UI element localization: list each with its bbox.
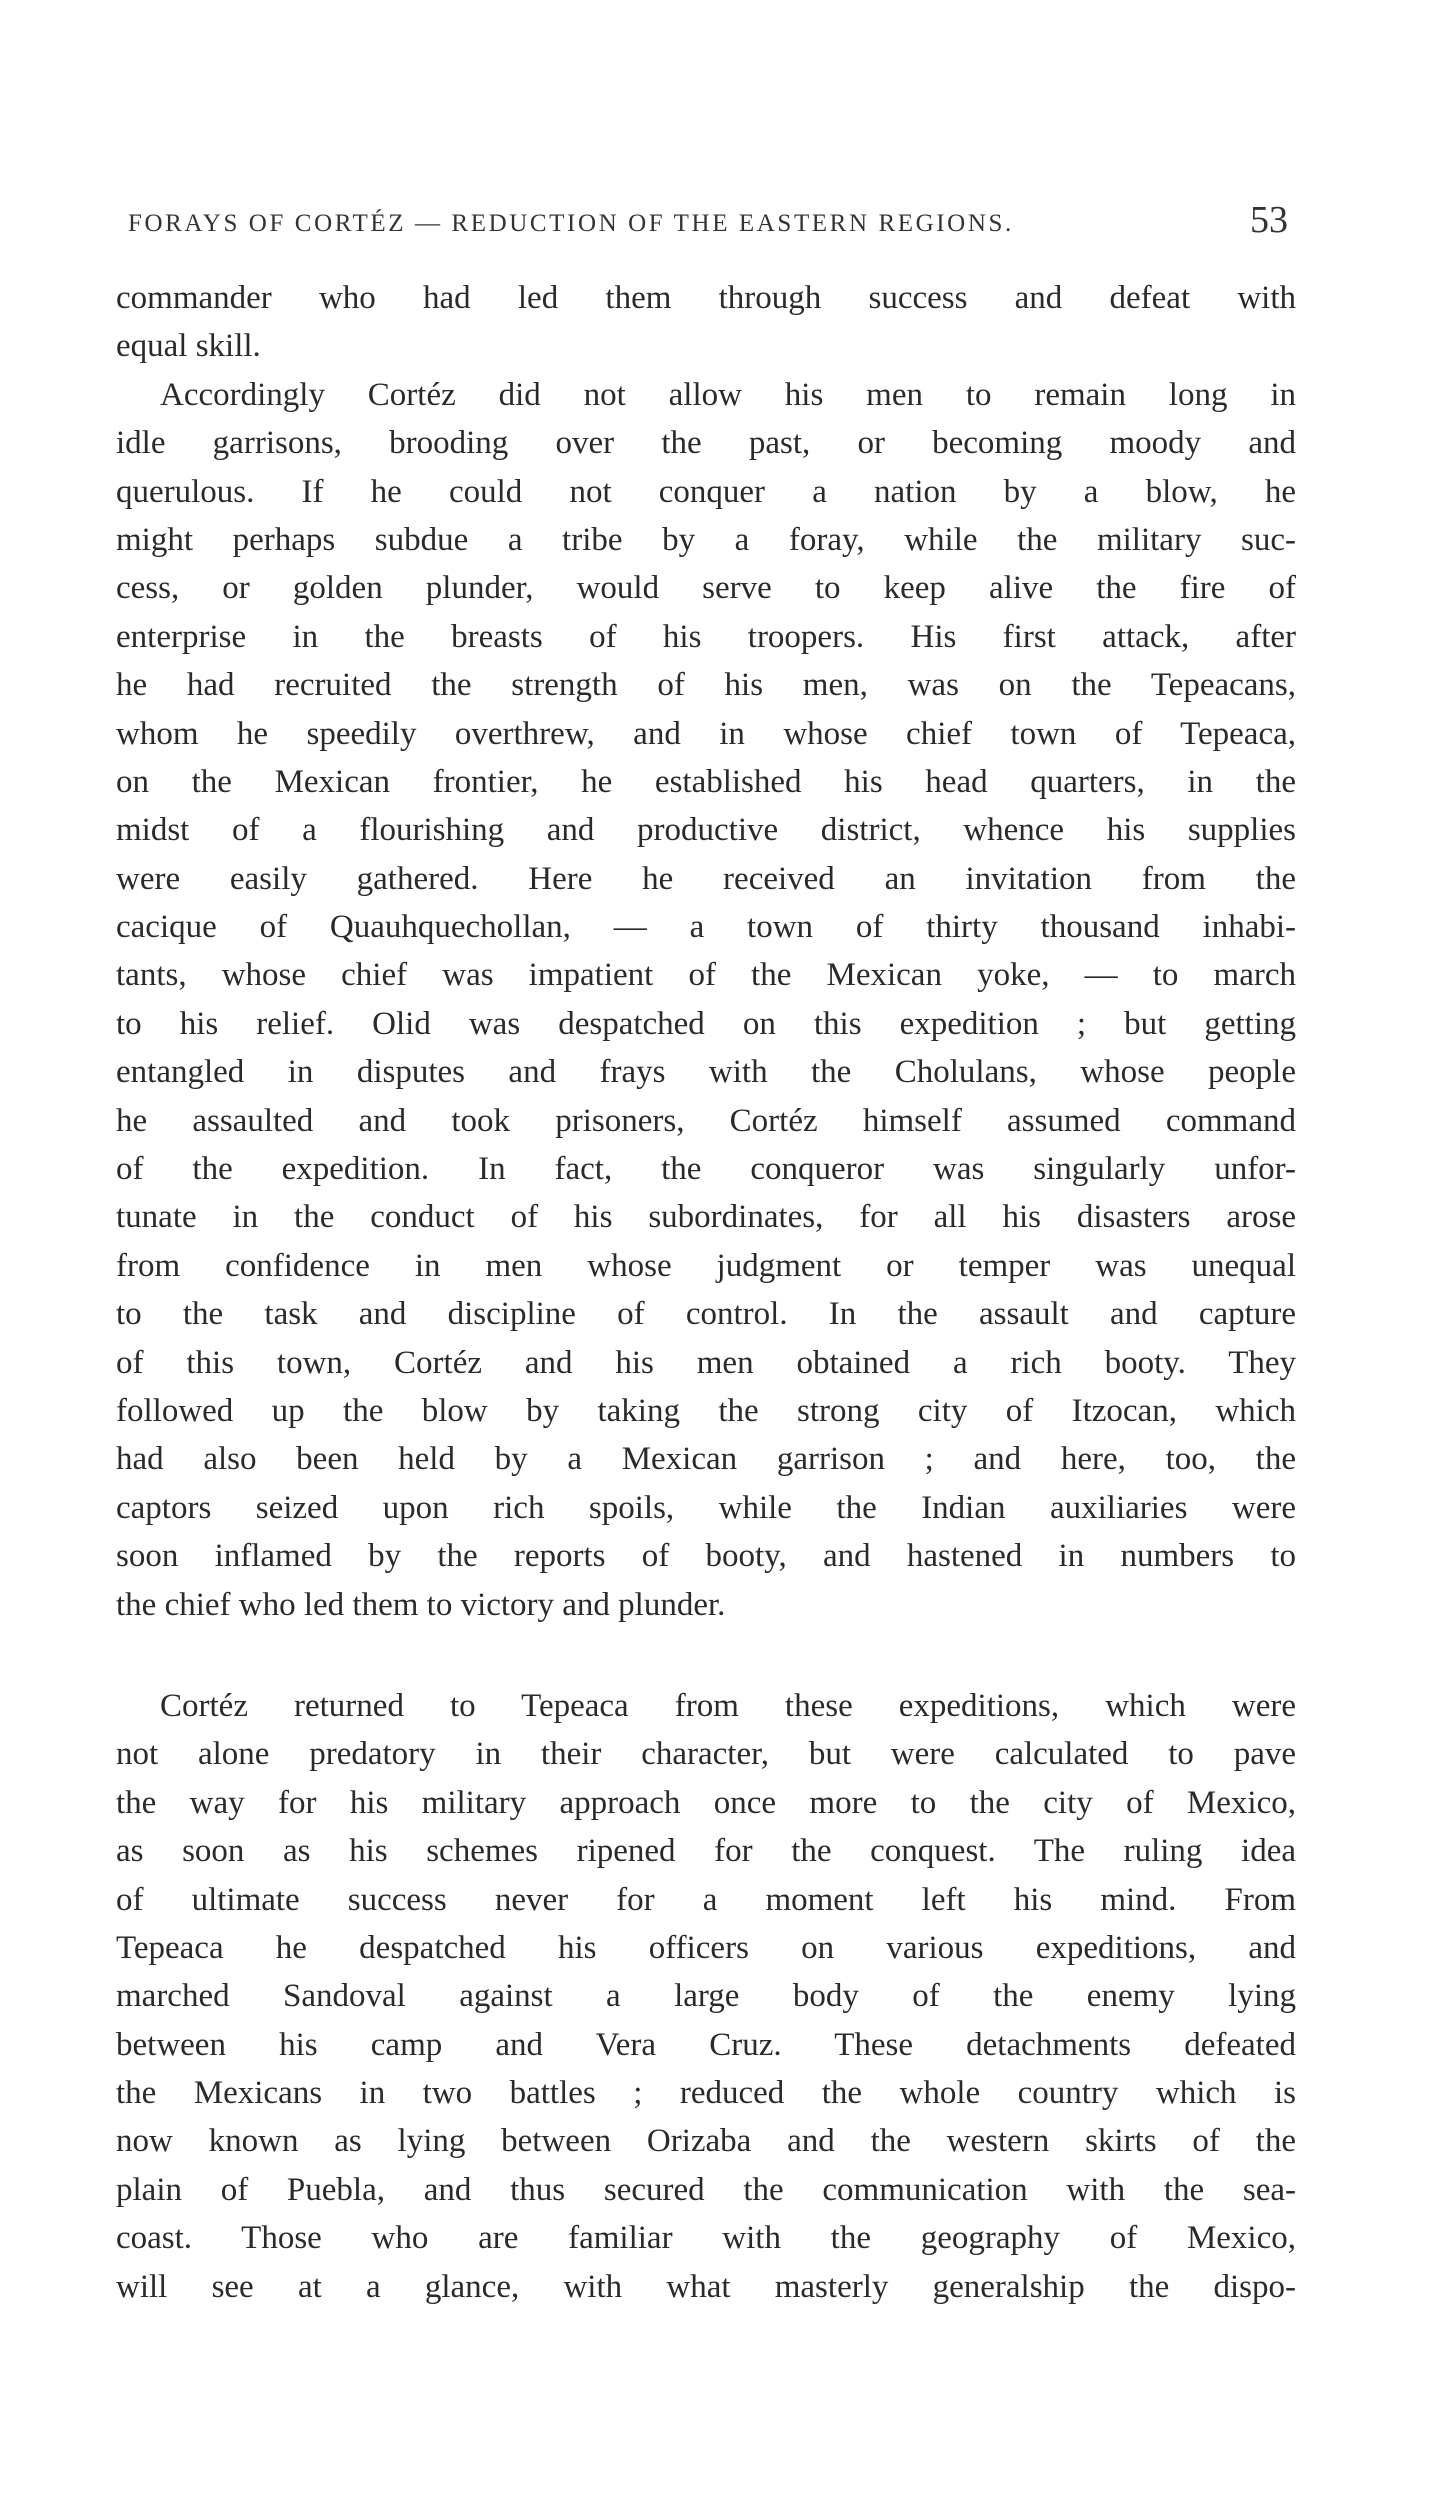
page-number: 53: [1250, 199, 1288, 241]
text-line: of this town, Cortéz and his men obtained a rich booty. They: [116, 1344, 1296, 1381]
text-line: of ultimate success never for a moment left his mind. From: [116, 1881, 1296, 1918]
text-line: coast. Those who are familiar with the geography of Mexico,: [116, 2220, 1296, 2257]
text-line: will see at a glance, with what masterly generalship the dispo-: [116, 2268, 1296, 2305]
text-line: as soon as his schemes ripened for the conquest. The ruling idea: [116, 1833, 1296, 1870]
text-line: of the expedition. In fact, the conqueror was singularly unfor-: [116, 1151, 1296, 1188]
text-line: tunate in the conduct of his subordinates, for all his disasters arose: [116, 1199, 1296, 1236]
text-line: between his camp and Vera Cruz. These detachments defeated: [116, 2026, 1296, 2063]
text-line: the chief who led them to victory and plunder.: [116, 1586, 726, 1623]
text-line: querulous. If he could not conquer a nation by a blow, he: [116, 473, 1296, 510]
text-line: cacique of Quauhquechollan, — a town of thirty thousand inhabi-: [116, 909, 1296, 946]
text-line: cess, or golden plunder, would serve to keep alive the fire of: [116, 570, 1296, 607]
text-line: were easily gathered. Here he received an invitation from the: [116, 860, 1296, 897]
text-line: Accordingly Cortéz did not allow his men to remain long in: [160, 376, 1296, 413]
text-line: not alone predatory in their character, but were calculated to pave: [116, 1736, 1296, 1773]
text-line: Cortéz returned to Tepeaca from these expeditions, which were: [160, 1687, 1296, 1724]
text-line: equal skill.: [116, 328, 261, 365]
running-title: FORAYS OF CORTÉZ — REDUCTION OF THE EASTERN REGIONS.: [128, 210, 1014, 237]
text-line: had also been held by a Mexican garrison ; and here, too, the: [116, 1441, 1296, 1478]
text-line: enterprise in the breasts of his troopers. His first attack, after: [116, 618, 1296, 655]
paragraph-gap: [116, 1629, 1296, 1682]
text-line: might perhaps subdue a tribe by a foray, while the military suc-: [116, 521, 1296, 558]
body-text: [116, 274, 1296, 2311]
text-line: marched Sandoval against a large body of the enemy lying: [116, 1978, 1296, 2015]
text-line: captors seized upon rich spoils, while the Indian auxiliaries were: [116, 1489, 1296, 1526]
text-line: the Mexicans in two battles ; reduced the whole country which is: [116, 2075, 1296, 2112]
text-line: commander who had led them through success and defeat with: [116, 280, 1296, 316]
text-line: followed up the blow by taking the strong city of Itzocan, which: [116, 1392, 1296, 1429]
text-line: to the task and discipline of control. In the assault and capture: [116, 1296, 1296, 1333]
text-line: entangled in disputes and frays with the Cholulans, whose people: [116, 1054, 1296, 1091]
text-line: soon inflamed by the reports of booty, and hastened in numbers to: [116, 1538, 1296, 1575]
text-line: tants, whose chief was impatient of the Mexican yoke, — to march: [116, 957, 1296, 994]
text-line: on the Mexican frontier, he established his head quarters, in the: [116, 763, 1296, 800]
text-line: midst of a flourishing and productive district, whence his supplies: [116, 812, 1296, 849]
text-line: now known as lying between Orizaba and the western skirts of the: [116, 2123, 1296, 2160]
text-line: plain of Puebla, and thus secured the communication with the sea-: [116, 2171, 1296, 2208]
text-line: he had recruited the strength of his men, was on the Tepeacans,: [116, 667, 1296, 704]
text-line: he assaulted and took prisoners, Cortéz himself assumed command: [116, 1102, 1296, 1139]
text-line: Tepeaca he despatched his officers on various expeditions, and: [116, 1929, 1296, 1966]
text-line: whom he speedily overthrew, and in whose chief town of Tepeaca,: [116, 715, 1296, 752]
text-line: the way for his military approach once more to the city of Mexico,: [116, 1784, 1296, 1821]
running-head: [128, 198, 1288, 246]
text-line: to his relief. Olid was despatched on this expedition ; but getting: [116, 1005, 1296, 1042]
text-line: from confidence in men whose judgment or temper was unequal: [116, 1247, 1296, 1284]
text-line: idle garrisons, brooding over the past, or becoming moody and: [116, 425, 1296, 462]
